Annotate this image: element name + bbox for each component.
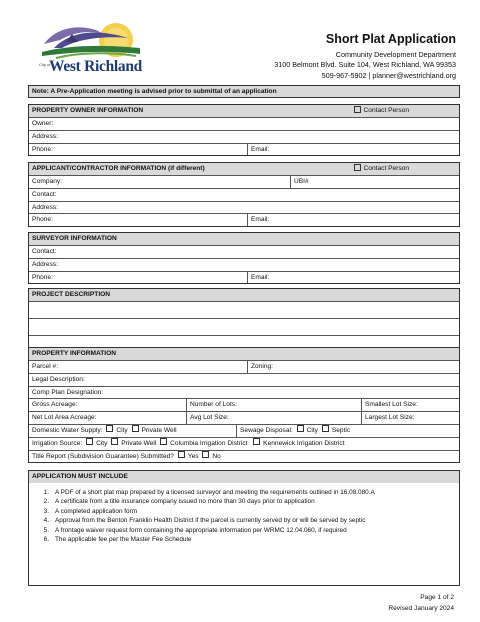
water-supply-label: Domestic Water Supply:: [32, 426, 103, 434]
address-row: [29, 258, 459, 271]
legal-row: [29, 373, 459, 386]
list-item: 1. A PDF of a short plat map prepared by a licensed surveyor and meeting the requirements outlined in 16.08.080.A: [43, 489, 375, 496]
net-acreage-field[interactable]: Net Lot Area Acreage:: [32, 414, 97, 422]
requirements-list: [29, 483, 459, 544]
section-title: APPLICANT/CONTRACTOR INFORMATION (if different): [32, 165, 205, 172]
section-title: SURVEYOR INFORMATION: [32, 235, 117, 242]
list-item: 2. A certificate from a title insurance company issued no more than 30 days prior to application: [43, 498, 315, 506]
contact-person-label: Contact Person: [363, 165, 409, 172]
surveyor-section: [28, 232, 460, 284]
comp-plan-field[interactable]: Comp Plan Designation:: [32, 388, 104, 396]
title-report-yes-checkbox[interactable]: [178, 451, 185, 458]
section-header: [29, 233, 459, 245]
phone-email-row: [29, 271, 459, 284]
columbia-irrigation-checkbox[interactable]: [160, 438, 167, 445]
acreage-row: [29, 398, 459, 411]
list-item: 5. A frontage waiver request form containing the appropriate information per WRMC 12.04.060, if required: [43, 526, 347, 534]
property-information-section: [28, 347, 460, 463]
gross-acreage-field[interactable]: Gross Acreage:: [32, 401, 78, 409]
sewage-disposal-label: Sewage Disposal:: [240, 426, 293, 434]
address-field[interactable]: Address:: [32, 203, 59, 211]
section-header: [29, 105, 459, 117]
largest-lot-field[interactable]: Largest Lot Size:: [361, 412, 459, 424]
sewage-septic-checkbox[interactable]: [322, 425, 329, 432]
applicant-section: [28, 162, 460, 227]
department-name: Community Development Department: [335, 50, 456, 59]
net-area-row: [29, 411, 459, 424]
section-title: APPLICATION MUST INCLUDE: [32, 473, 128, 480]
revision-date: Revised January 2024: [388, 605, 454, 612]
address-field[interactable]: Address:: [32, 260, 59, 268]
title-report-no-label: No: [212, 452, 221, 460]
contact-row: [29, 188, 459, 201]
irrigation-row: [29, 437, 459, 450]
project-description-section: [28, 288, 460, 352]
department-contact: 509-967-5902 | planner@westrichland.org: [321, 71, 456, 80]
water-sewage-row: [29, 424, 459, 437]
title-report-yes-label: Yes: [187, 452, 199, 460]
irrigation-private-well-label: Private Well: [121, 439, 157, 447]
kennewick-irrigation-checkbox[interactable]: [253, 438, 260, 445]
comp-plan-row: [29, 386, 459, 399]
application-must-include-section: [28, 470, 460, 586]
email-field[interactable]: Email:: [247, 144, 459, 156]
address-row: [29, 201, 459, 214]
water-private-well-label: Private Well: [141, 426, 177, 434]
email-field[interactable]: Email:: [247, 272, 459, 284]
phone-email-row: [29, 213, 459, 226]
list-item: 6. The applicable fee per the Master Fee Schedule: [43, 536, 192, 544]
contact-field[interactable]: Contact:: [32, 190, 57, 198]
address-field[interactable]: Address:: [32, 132, 59, 140]
zoning-field[interactable]: Zoning:: [247, 361, 459, 373]
owner-row: [29, 117, 459, 130]
parcel-zoning-row: [29, 360, 459, 373]
water-private-well-checkbox[interactable]: [132, 425, 139, 432]
contact-person-label: Contact Person: [363, 107, 409, 114]
list-item: 3. A completed application form: [43, 507, 138, 515]
ubi-field[interactable]: UBI#: [290, 176, 459, 188]
description-line[interactable]: [29, 301, 459, 318]
sewage-city-checkbox[interactable]: [297, 425, 304, 432]
phone-field[interactable]: Phone:: [32, 216, 53, 224]
title-report-label: Title Report (Subdivision Guarantee) Submitted?: [32, 452, 174, 460]
pre-application-note: Note: A Pre-Application meeting is advised prior to submittal of an application: [28, 85, 460, 98]
page-number: Page 1 of 2: [420, 594, 454, 601]
title-report-row: [29, 450, 459, 463]
logo-city-of: City of: [39, 62, 51, 67]
section-title: PROPERTY OWNER INFORMATION: [32, 107, 144, 114]
section-header: [29, 471, 459, 483]
sewage-city-label: City: [306, 426, 318, 434]
section-title: PROPERTY INFORMATION: [32, 350, 117, 357]
email-field[interactable]: Email:: [247, 214, 459, 226]
sewage-septic-label: Septic: [331, 426, 351, 434]
phone-field[interactable]: Phone:: [32, 145, 53, 153]
smallest-lot-field[interactable]: Smallest Lot Size:: [361, 399, 459, 411]
contact-person-checkbox[interactable]: [354, 106, 361, 113]
contact-person-checkbox[interactable]: [354, 164, 361, 171]
address-row: [29, 130, 459, 143]
water-city-label: City: [116, 426, 128, 434]
phone-email-row: [29, 143, 459, 156]
kennewick-irrigation-label: Kennewick Irrigation District: [263, 439, 345, 447]
section-title: PROJECT DESCRIPTION: [32, 291, 111, 298]
company-row: [29, 175, 459, 188]
section-header: [29, 163, 459, 175]
water-city-checkbox[interactable]: [106, 425, 113, 432]
sunset-logo-icon: [36, 18, 144, 62]
city-logo: [36, 18, 144, 80]
logo-city-name: West Richland: [49, 58, 142, 75]
section-header: [29, 348, 459, 360]
page-title: Short Plat Application: [325, 32, 456, 46]
description-line[interactable]: [29, 318, 459, 335]
owner-field[interactable]: Owner:: [32, 120, 54, 127]
section-header: [29, 289, 459, 301]
property-owner-section: [28, 104, 460, 156]
contact-field[interactable]: Contact:: [32, 248, 57, 255]
columbia-irrigation-label: Columbia Irrigation District: [170, 439, 248, 447]
title-report-no-checkbox[interactable]: [202, 451, 209, 458]
avg-lot-field[interactable]: Avg Lot Size:: [186, 412, 361, 424]
legal-description-field[interactable]: Legal Description:: [32, 375, 85, 383]
contact-row: [29, 245, 459, 258]
department-address: 3100 Belmont Blvd. Suite 104, West Richland, WA 99353: [274, 60, 456, 69]
phone-field[interactable]: Phone:: [32, 273, 53, 281]
irrigation-city-checkbox[interactable]: [86, 438, 93, 445]
irrigation-source-label: Irrigation Source:: [32, 439, 83, 447]
irrigation-private-well-checkbox[interactable]: [111, 438, 118, 445]
parcel-field[interactable]: Parcel #:: [32, 363, 59, 370]
company-field[interactable]: Company:: [32, 178, 63, 185]
number-of-lots-field[interactable]: Number of Lots:: [186, 399, 361, 411]
list-item: 4. Approval from the Benton Franklin Health District if the parcel is currently served by or will be served by septic: [43, 517, 366, 525]
irrigation-city-label: City: [96, 439, 108, 447]
